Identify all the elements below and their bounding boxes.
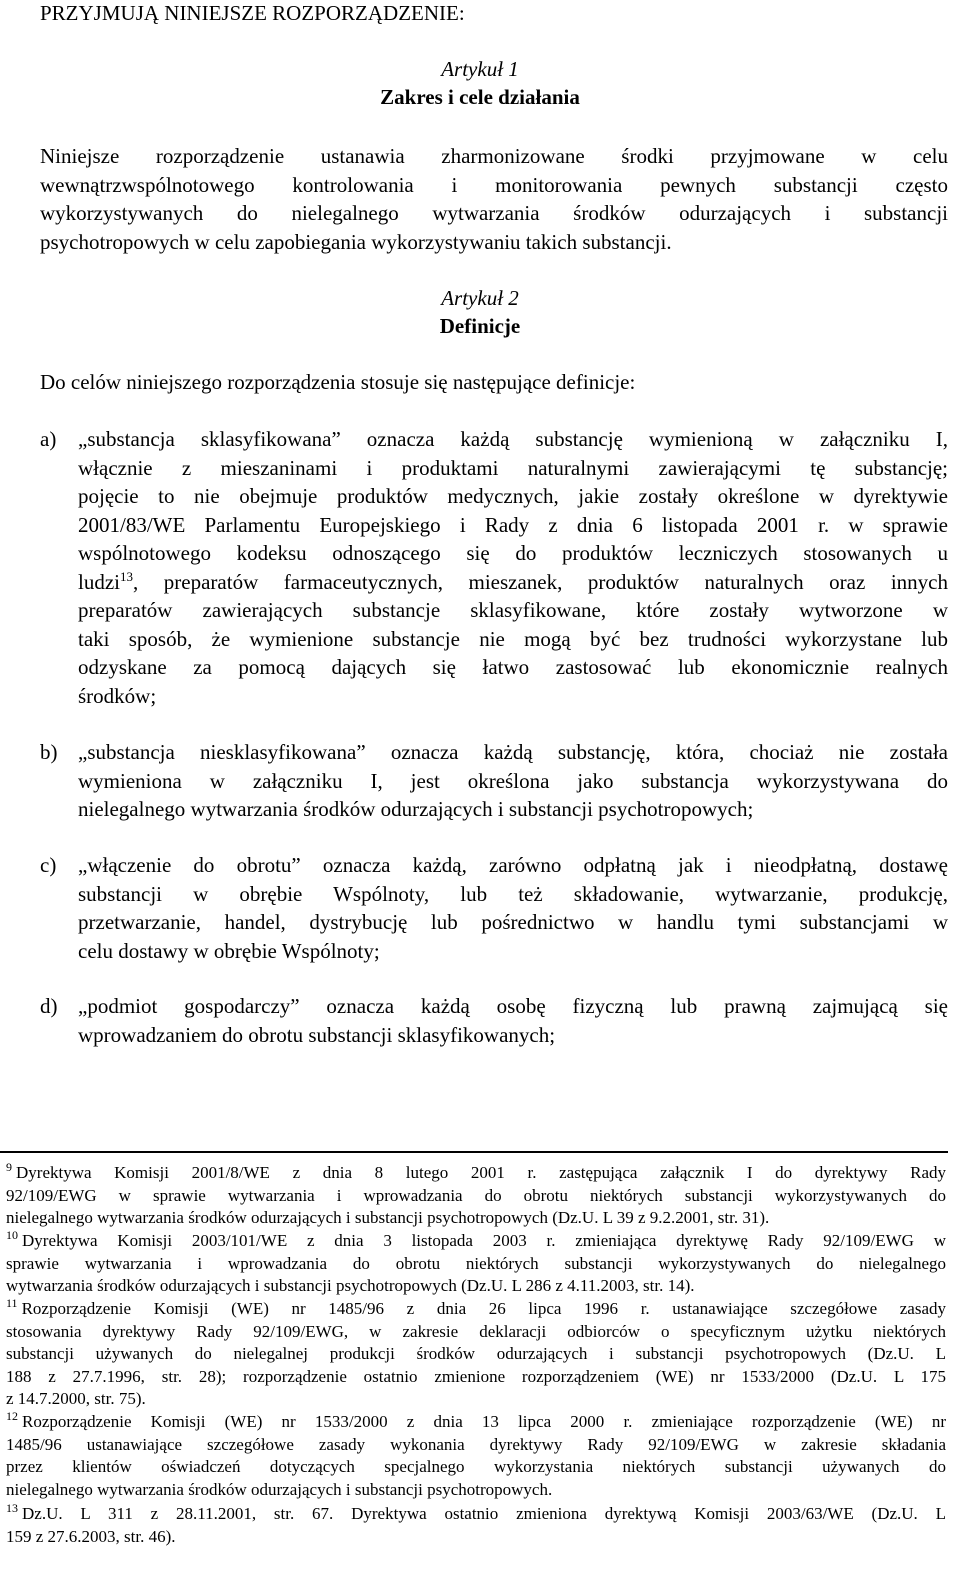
footnote-line: z 14.7.2000, str. 75). (6, 1389, 146, 1409)
footnote-text: Dz.U. L 311 z 28.11.2001, str. 67. Dyrektywa ostatnio zmieniona dyrektywą Komisji 2003/63/WE (Dz.U. L (22, 1504, 946, 1523)
footnote-text: Dyrektywa Komisji 2003/101/WE z dnia 3 listopada 2003 r. zmieniająca dyrektywę Rady 92/109/EWG w (22, 1231, 946, 1250)
definition-line: wspólnotowego kodeksu odnoszącego się do produktów leczniczych stosowanych u (78, 541, 948, 565)
footnote-text: Rozporządzenie Komisji (WE) nr 1533/2000 z dnia 13 lipca 2000 r. zmieniające rozporządzenie (WE) nr (22, 1412, 946, 1431)
definition-line: preparatów zawierających substancje sklasyfikowane, które zostały wytworzone w (78, 598, 948, 622)
footnote-line: wytwarzania środków odurzających i substancji psychotropowych (Dz.U. L 286 z 4.11.2003, str. 14). (6, 1276, 695, 1296)
footnote-text: Rozporządzenie Komisji (WE) nr 1485/96 z dnia 26 lipca 1996 r. ustanawiające szczegółowe zasady (21, 1299, 946, 1318)
definition-line: substancji w obrębie Wspólnoty, lub też składowanie, wytwarzanie, produkcję, (78, 881, 948, 906)
footnote-line: 188 z 27.7.1996, str. 28); rozporządzenie ostatnio zmienione rozporządzeniem (WE) nr 1533/2000 (Dz.U. L 175 (6, 1366, 946, 1386)
footnote-9 (6, 1162, 946, 1230)
footnote-number: 13 (6, 1501, 18, 1516)
definition-line: przetwarzanie, handel, dystrybucję lub pośrednictwo w handlu tymi substancjami w (78, 910, 948, 934)
footnote-line: stosowania dyrektywy Rady 92/109/EWG, w zakresie deklaracji odbiorców o specyficznym użytku niektórych (6, 1321, 946, 1341)
definition-line: 2001/83/WE Parlamentu Europejskiego i Rady z dnia 6 listopada 2001 r. w sprawie (78, 512, 948, 537)
footnote-line (6, 1411, 946, 1434)
item-marker: d) (40, 994, 58, 1018)
definition-line: wymieniona w załączniku I, jest określona jako substancja wykorzystywana do (78, 768, 948, 793)
footnote-reference[interactable]: 13 (120, 568, 133, 584)
footnote-13 (6, 1503, 946, 1548)
definition-line-rest: , preparatów farmaceutycznych, mieszanek, produktów naturalnych oraz innych (133, 569, 948, 594)
item-marker: b) (40, 740, 58, 764)
paragraph-line: wykorzystywanych do nielegalnego wytwarzania środków odurzających i substancji (40, 201, 948, 225)
definition-line: odzyskane za pomocą dających się łatwo zastosować lub ekonomicznie realnych (78, 655, 948, 679)
footnote-number: 12 (6, 1409, 18, 1424)
definition-line: „substancja niesklasyfikowana” oznacza każdą substancję, która, chociaż nie została (78, 740, 948, 764)
definition-line: „substancja sklasyfikowana” oznacza każdą substancję wymienioną w załączniku I, (78, 427, 948, 451)
footnote-line: sprawie wytwarzania i wprowadzania do obrotu niektórych substancji wykorzystywanych do nielegalnego (6, 1253, 946, 1273)
definition-line-with-footnote (78, 568, 948, 597)
footnote-12 (6, 1411, 946, 1501)
footnote-number: 9 (6, 1160, 12, 1175)
footnote-line: nielegalnego wytwarzania środków odurzających i substancji psychotropowych. (6, 1479, 553, 1499)
footnote-10 (6, 1230, 946, 1298)
definition-line: „włączenie do obrotu” oznacza każdą, zarówno odpłatną jak i nieodpłatną, dostawę (78, 853, 948, 877)
article-1-title: Zakres i cele działania (380, 85, 580, 109)
article-2-title: Definicje (439, 314, 521, 338)
definition-line: włącznie z mieszaninami i produktami naturalnymi zawierającymi tę substancję; (78, 455, 948, 480)
footnote-line: 159 z 27.6.2003, str. 46). (6, 1526, 176, 1546)
definition-text (78, 425, 948, 710)
definition-line: nielegalnego wytwarzania środków odurzających i substancji psychotropowych; (78, 797, 754, 821)
definition-text (78, 738, 948, 824)
paragraph-line: Niniejsze rozporządzenie ustanawia zharmonizowane środki przyjmowane w celu (40, 144, 948, 168)
article-2-number: Artykuł 2 (441, 286, 519, 310)
footnote-line: 92/109/EWG w sprawie wytwarzania i wprowadzania do obrotu niektórych substancji wykorzystywanych do (6, 1185, 946, 1205)
definition-line: środków; (78, 683, 157, 708)
footnote-11 (6, 1298, 946, 1411)
footnote-line (6, 1298, 946, 1321)
definition-line: taki sposób, że wymienione substancje nie mogą być bez trudności wykorzystane lub (78, 626, 948, 651)
footnote-line: przez klientów oświadczeń dotyczących specjalnego wykorzystania niektórych substancji używanych do (6, 1457, 946, 1477)
footnote-text: Dyrektywa Komisji 2001/8/WE z dnia 8 lutego 2001 r. zastępująca załącznik I do dyrektywy Rady (16, 1163, 946, 1182)
footnote-line (6, 1162, 946, 1185)
footnote-number: 10 (6, 1228, 18, 1243)
footnote-separator (0, 1151, 948, 1153)
footnote-number: 11 (6, 1296, 18, 1311)
article-1-paragraph (40, 142, 948, 256)
definition-line: „podmiot gospodarczy” oznacza każdą osobę fizyczną lub prawną zajmującą się (78, 994, 948, 1018)
footnote-line (6, 1503, 946, 1526)
footnote-line (6, 1230, 946, 1253)
preamble-heading: PRZYJMUJĄ NINIEJSZE ROZPORZĄDZENIE: (40, 1, 465, 25)
definition-line-start: ludzi (78, 569, 120, 594)
item-marker: c) (40, 853, 57, 877)
footnote-line: 1485/96 ustanawiające szczegółowe zasady wykonania dyrektywy Rady 92/109/EWG w zakresie składania (6, 1434, 946, 1454)
paragraph-line: wewnątrzwspólnotowego kontrolowania i monitorowania pewnych substancji często (40, 172, 948, 197)
definition-text (78, 851, 948, 965)
definition-line: celu dostawy w obrębie Wspólnoty; (78, 938, 380, 963)
footnote-line: substancji używanych do nielegalnej produkcji środków odurzających i substancji psychotropowych (Dz.U. L (6, 1344, 946, 1364)
definition-text (78, 992, 948, 1049)
definition-line: pojęcie to nie obejmuje produktów medycznych, jakie zostały określone w dyrektywie (78, 484, 948, 508)
item-marker: a) (40, 427, 57, 451)
footnote-line: nielegalnego wytwarzania środków odurzających i substancji psychotropowych (Dz.U. L 39 z 9.2.2001, str. 31). (6, 1208, 770, 1228)
definitions-intro: Do celów niniejszego rozporządzenia stosuje się następujące definicje: (40, 370, 636, 394)
definition-line: wprowadzaniem do obrotu substancji sklasyfikowanych; (78, 1022, 556, 1047)
article-1-number: Artykuł 1 (441, 57, 519, 81)
paragraph-line: psychotropowych w celu zapobiegania wykorzystywaniu takich substancji. (40, 229, 672, 254)
